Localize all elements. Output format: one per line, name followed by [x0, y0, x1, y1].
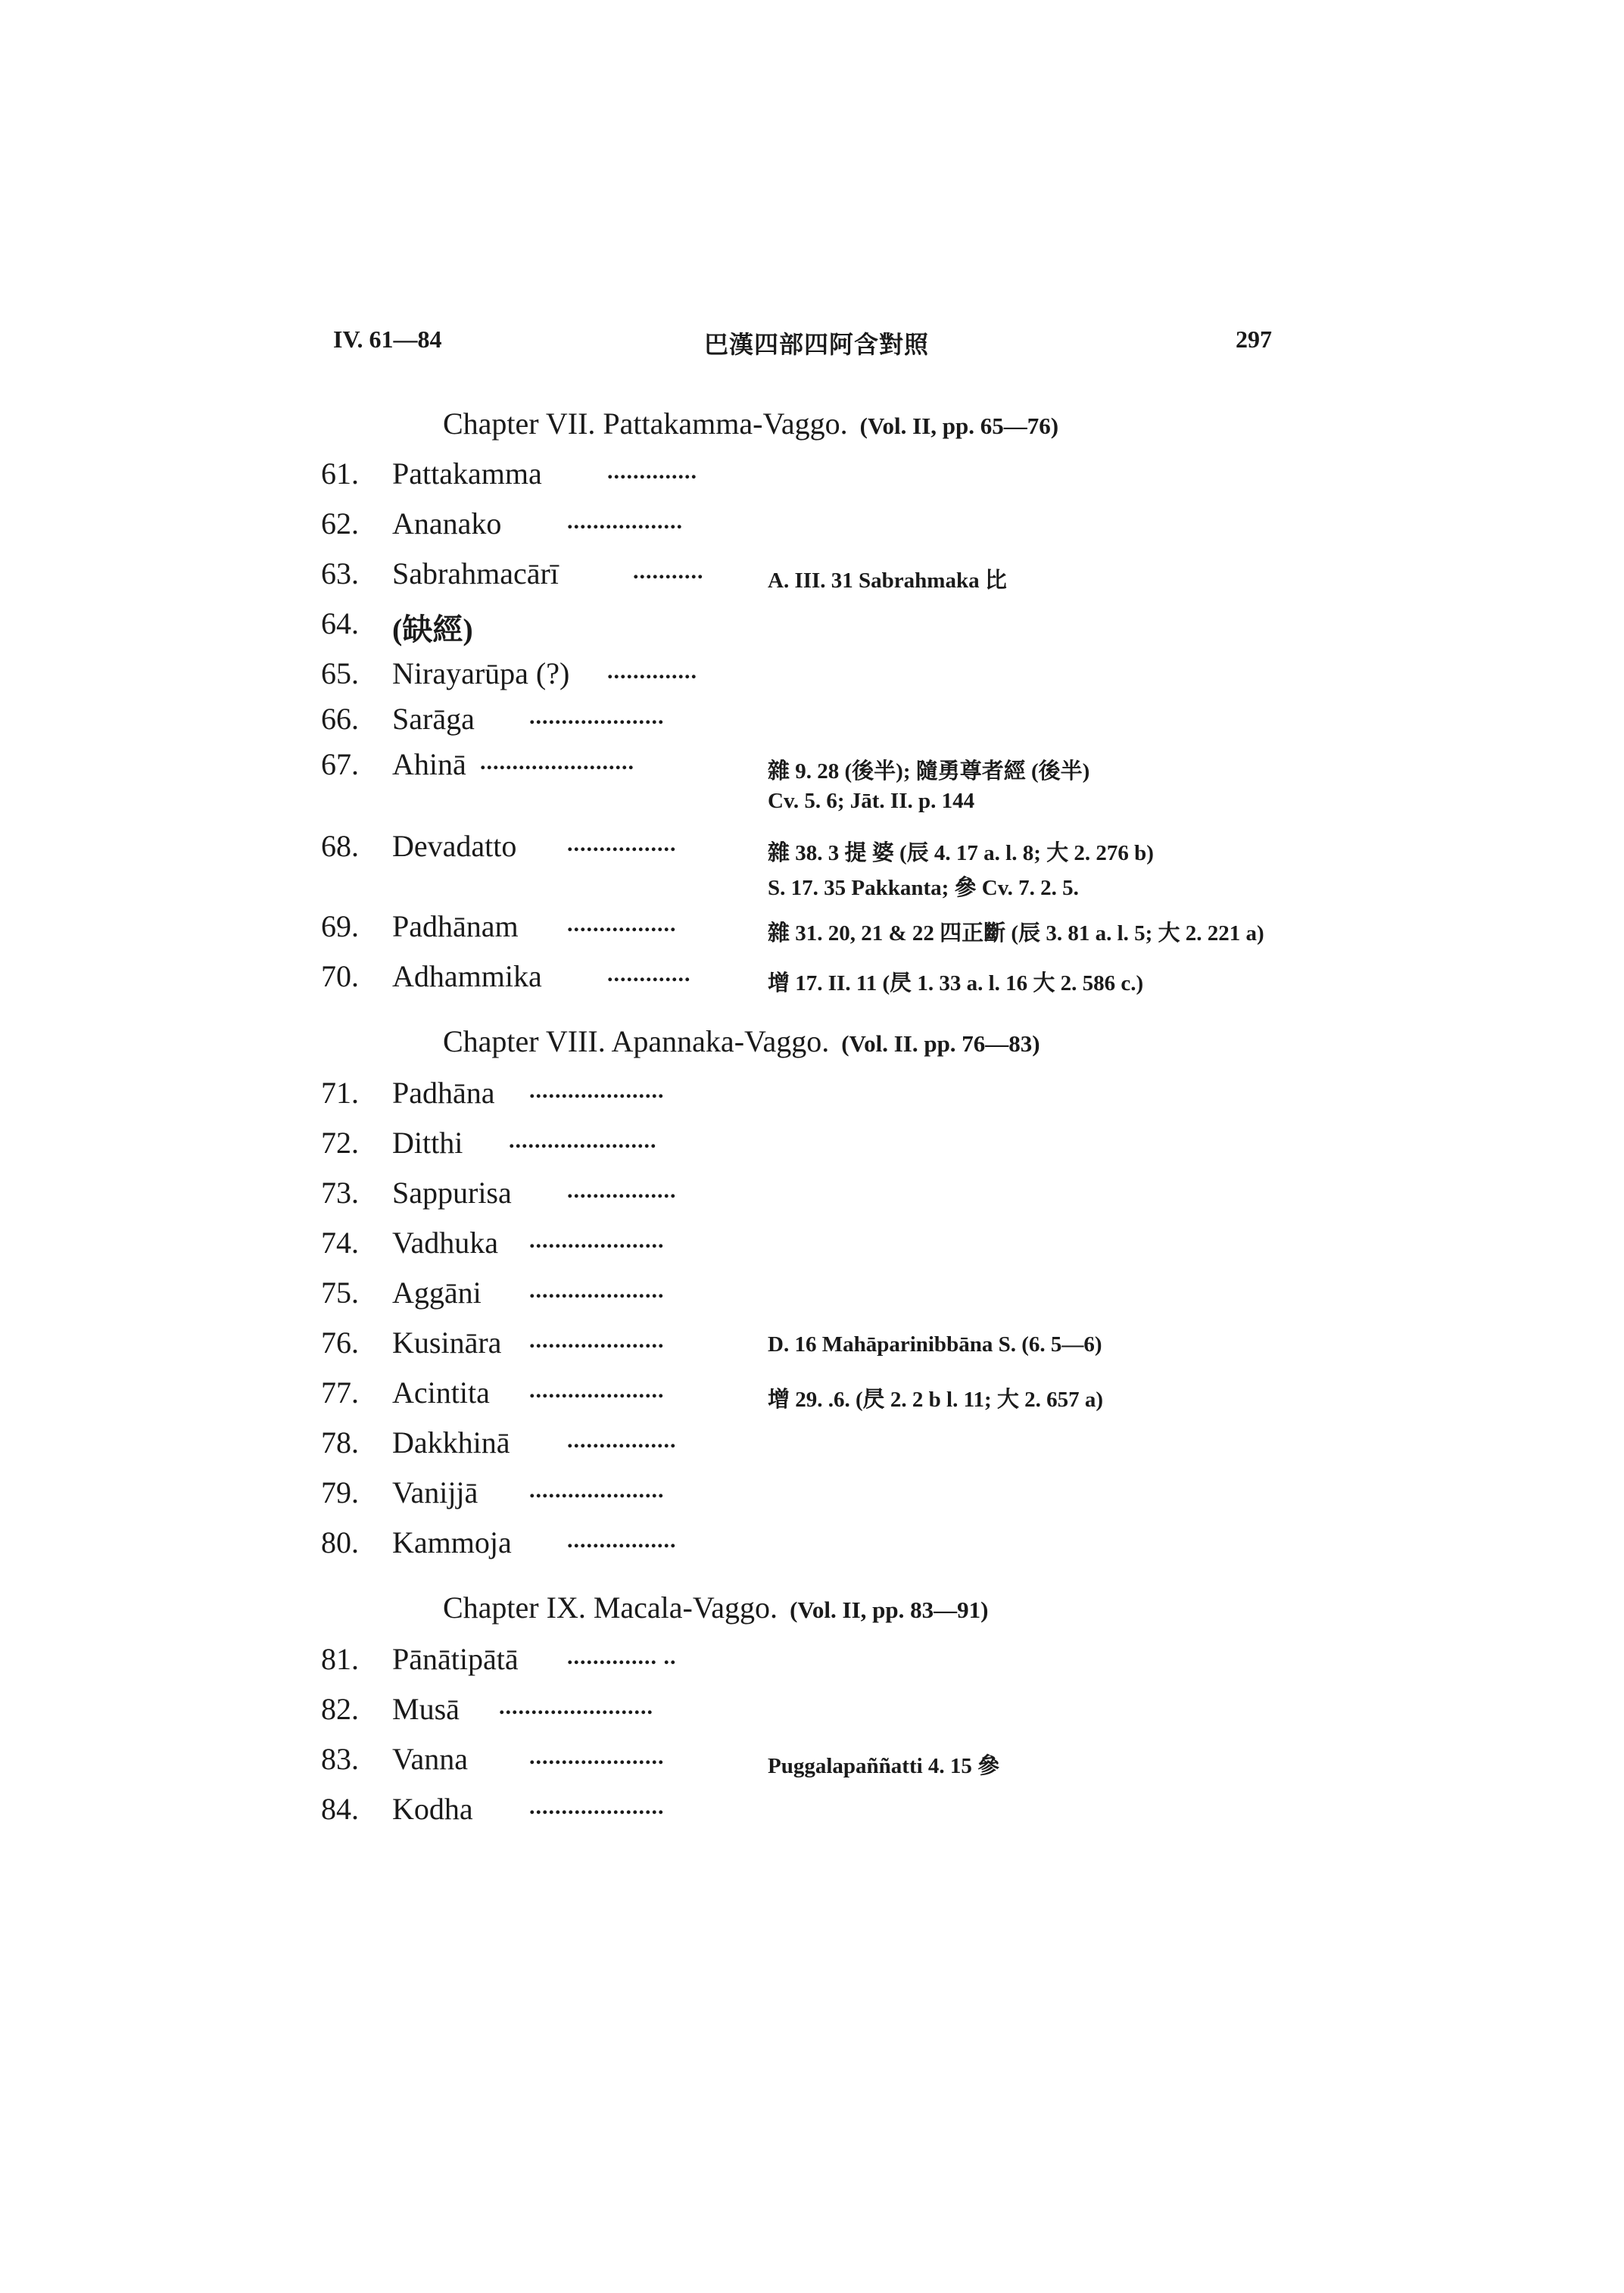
leader-dots: ........................ [499, 1694, 653, 1719]
leader-dots: ................. [567, 1528, 677, 1553]
chapter-volume: (Vol. II. pp. 76—83) [841, 1030, 1040, 1057]
entry [321, 606, 1381, 651]
entry-number: 74. [321, 1226, 359, 1260]
entry-number: 62. [321, 506, 359, 541]
entry-name: Pattakamma [392, 456, 542, 491]
entry-number: 66. [321, 702, 359, 736]
cross-reference: Puggalapaññatti 4. 15 參 [768, 1754, 1000, 1778]
entry [321, 1125, 1381, 1170]
entry-name: Musā [392, 1692, 460, 1726]
entry-number: 73. [321, 1176, 359, 1210]
entry [321, 828, 1381, 900]
entry-name: Vanna [392, 1742, 468, 1776]
entry [321, 1425, 1381, 1470]
entry [321, 908, 1381, 954]
leader-dots: ..................... [529, 1328, 665, 1353]
entry [321, 1325, 1381, 1370]
entry [321, 1275, 1381, 1320]
entry-name: Pānātipātā [392, 1642, 519, 1676]
entry-name: Padhāna [392, 1076, 495, 1110]
leader-dots: ....................... [509, 1128, 657, 1153]
chapter-heading [443, 1590, 988, 1625]
entry-number: 83. [321, 1742, 359, 1776]
entry [321, 701, 1381, 746]
entry [321, 1075, 1381, 1120]
entry-name: Ahinā [392, 747, 466, 781]
entry [321, 1691, 1381, 1737]
entry-number: 61. [321, 456, 359, 491]
chapter-title: Chapter VIII. Apannaka-Vaggo. [443, 1024, 830, 1058]
entry-name: (缺經) [392, 612, 473, 646]
leader-dots: ..................... [529, 1078, 665, 1103]
chapter-volume: (Vol. II, pp. 65—76) [859, 413, 1059, 439]
entry-name: Vanijjā [392, 1475, 478, 1509]
entry-number: 71. [321, 1076, 359, 1110]
entry-number: 64. [321, 606, 359, 640]
page-number: 297 [1236, 326, 1272, 353]
leader-dots: .................. [567, 509, 683, 534]
cross-reference-continued: Cv. 5. 6; Jāt. II. p. 144 [768, 789, 975, 813]
entry [321, 1375, 1381, 1420]
entry [321, 1175, 1381, 1220]
leader-dots: ..................... [529, 1794, 665, 1819]
entry-number: 75. [321, 1276, 359, 1310]
chapter-volume: (Vol. II, pp. 83—91) [790, 1597, 989, 1623]
entry-name: Acintita [392, 1375, 490, 1410]
entry [321, 1225, 1381, 1270]
entry [321, 1475, 1381, 1520]
cross-reference: 增 29. .6. (昃 2. 2 b l. 11; 大 2. 657 a) [768, 1388, 1104, 1412]
running-header [333, 326, 1272, 363]
entry-number: 77. [321, 1375, 359, 1410]
entry-name: Kodha [392, 1792, 473, 1826]
leader-dots: ................. [567, 1428, 677, 1453]
leader-dots: ........................ [480, 749, 634, 774]
entry-name: Sappurisa [392, 1176, 512, 1210]
entry-number: 80. [321, 1525, 359, 1559]
leader-dots: .............. .. [567, 1644, 677, 1669]
cross-reference: D. 16 Mahāparinibbāna S. (6. 5—6) [768, 1332, 1102, 1357]
leader-dots: ..................... [529, 1278, 665, 1303]
entry-name: Sabrahmacārī [392, 556, 559, 590]
entry-number: 67. [321, 747, 359, 781]
entry [321, 556, 1381, 601]
entry-number: 76. [321, 1326, 359, 1360]
chapter-heading [443, 406, 1058, 441]
entry-name: Dakkhinā [392, 1425, 510, 1460]
leader-dots: ................. [567, 831, 677, 856]
entry-name: Padhānam [392, 909, 519, 943]
entry-name: Adhammika [392, 959, 542, 993]
leader-dots: ................. [567, 1178, 677, 1203]
cross-reference: 雜 31. 20, 21 & 22 四正斷 (辰 3. 81 a. l. 5; 大 2. 221 a) [768, 921, 1264, 946]
entry-name: Vadhuka [392, 1226, 498, 1260]
entry-name: Ditthi [392, 1126, 463, 1160]
entry [321, 1791, 1381, 1837]
entry-number: 68. [321, 829, 359, 863]
entry [321, 1525, 1381, 1570]
entry-number: 69. [321, 909, 359, 943]
entry [321, 1641, 1381, 1687]
chapter-title: Chapter IX. Macala-Vaggo. [443, 1590, 778, 1625]
entry-name: Nirayarūpa (?) [392, 656, 570, 690]
cross-reference: 增 17. II. 11 (昃 1. 33 a. l. 16 大 2. 586 c.) [768, 971, 1144, 995]
entry-name: Sarāga [392, 702, 475, 736]
entry-number: 65. [321, 656, 359, 690]
chapter-heading [443, 1023, 1040, 1059]
entry-name: Aggāni [392, 1276, 482, 1310]
entry [321, 656, 1381, 701]
entry-number: 78. [321, 1425, 359, 1460]
entry-name: Ananako [392, 506, 502, 541]
cross-reference-continued: S. 17. 35 Pakkanta; 參 Cv. 7. 2. 5. [768, 876, 1079, 900]
entry [321, 958, 1381, 1004]
leader-dots: ..................... [529, 1744, 665, 1769]
leader-dots: ..................... [529, 704, 665, 729]
cross-reference: 雜 38. 3 提 婆 (辰 4. 17 a. l. 8; 大 2. 276 b) [768, 841, 1154, 865]
leader-dots: ........... [633, 559, 704, 584]
header-section-range: IV. 61—84 [333, 326, 442, 353]
entry-number: 84. [321, 1792, 359, 1826]
entry [321, 506, 1381, 551]
leader-dots: ..................... [529, 1228, 665, 1253]
leader-dots: ............. [607, 961, 691, 986]
entry-number: 70. [321, 959, 359, 993]
entry-number: 72. [321, 1126, 359, 1160]
leader-dots: ..................... [529, 1478, 665, 1503]
leader-dots: .............. [607, 659, 697, 684]
header-title: 巴漢四部四阿含對照 [704, 331, 930, 358]
entry [321, 746, 1381, 813]
entry-number: 63. [321, 556, 359, 590]
entry-name: Devadatto [392, 829, 517, 863]
entry [321, 456, 1381, 501]
chapter-title: Chapter VII. Pattakamma-Vaggo. [443, 407, 848, 441]
entry-name: Kusināra [392, 1326, 502, 1360]
entry-name: Kammoja [392, 1525, 512, 1559]
entry [321, 1741, 1381, 1787]
entry-number: 81. [321, 1642, 359, 1676]
entry-number: 82. [321, 1692, 359, 1726]
leader-dots: .............. [607, 459, 697, 484]
entry-number: 79. [321, 1475, 359, 1509]
leader-dots: ................. [567, 911, 677, 936]
cross-reference: A. III. 31 Sabrahmaka 比 [768, 569, 1007, 593]
leader-dots: ..................... [529, 1378, 665, 1403]
cross-reference: 雜 9. 28 (後半); 隨勇尊者經 (後半) [768, 759, 1090, 784]
